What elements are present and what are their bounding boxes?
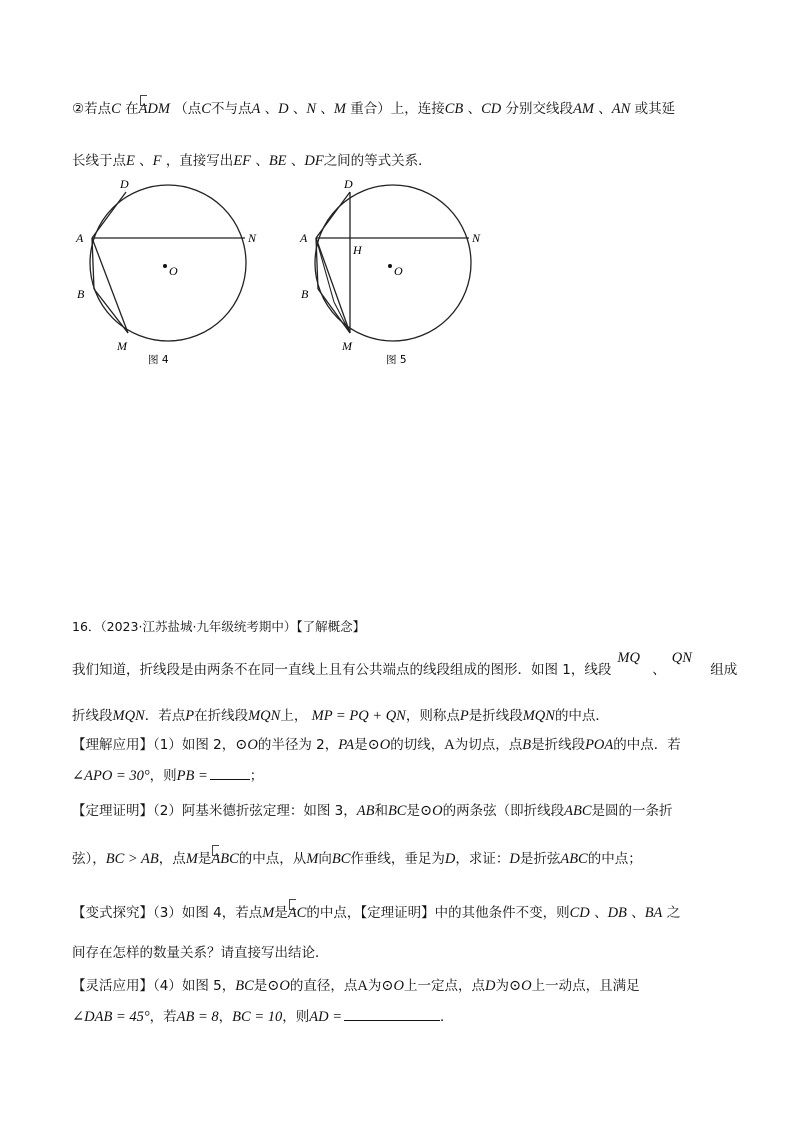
arc-ac: AC	[287, 905, 307, 921]
label-m: M	[117, 339, 127, 353]
q16-para7: 【变式探究】（3）如图 4，若点M是AC的中点，【定理证明】中的其他条件不变，则CD 、DB 、BA 之	[72, 905, 681, 921]
label-b: B	[301, 287, 309, 301]
answer-blank-4[interactable]	[344, 1006, 440, 1021]
arc-adm: ADM	[138, 101, 170, 117]
label-d: D	[344, 177, 353, 191]
q16-para5: 【定理证明】（2）阿基米德折弦定理：如图 3，AB和BC是⊙O的两条弦（即折线段ABC是圆的一条折	[72, 803, 673, 819]
q16-para3: 【理解应用】（1）如图 2，⊙O的半径为 2，PA是⊙O的切线，A为切点，点B是折线段POA的中点．若	[72, 737, 681, 753]
label-o: O	[169, 264, 178, 278]
q16-para6: 弦），BC > AB，点M是ABC的中点，从M向BC作垂线，垂足为D，求证：D是折弦ABC的中点；	[72, 851, 642, 867]
figure-5-caption: 图 5	[386, 354, 407, 366]
answer-blank-1[interactable]	[210, 765, 250, 780]
label-a: A	[300, 231, 308, 245]
q16-para1: 我们知道，折线段是由两条不在同一直线上且有公共端点的线段组成的图形．如图 1，线段MQ 、QN 组成	[72, 650, 738, 678]
label-m: M	[342, 339, 352, 353]
part2-line2: 长线于点E 、F ，直接写出EF 、BE 、DF之间的等式关系．	[72, 153, 432, 169]
q16-header: 16．（2023·江苏盐城·九年级统考期中）【了解概念】	[72, 619, 366, 634]
figure-4-caption: 图 4	[148, 354, 169, 366]
q16-para9: 【灵活应用】（4）如图 5，BC是⊙O的直径，点A为⊙O上一定点，点D为⊙O上一动点，且满足	[72, 978, 640, 994]
label-n: N	[248, 231, 257, 245]
label-n: N	[472, 231, 481, 245]
q16-para2: 折线段MQN．若点P在折线段MQN上， MP = PQ + QN，则称点P是折线段MQN的中点．	[72, 708, 609, 724]
label-b: B	[77, 287, 85, 301]
label-a: A	[76, 231, 84, 245]
q16-para4: ∠APO = 30°，则PB = ；	[72, 765, 263, 786]
q16-para8: 间存在怎样的数量关系？请直接写出结论．	[72, 945, 329, 961]
figure-5	[290, 172, 500, 372]
label-o: O	[394, 264, 403, 278]
label-h: H	[353, 243, 362, 257]
figure-4	[68, 172, 268, 372]
label-d: D	[120, 177, 129, 191]
arc-abc: ABC	[211, 851, 239, 867]
part2-line1: ②若点C 在ADM （点C不与点A 、D 、N 、M 重合）上，连接CB 、CD 分别交线段AM 、AN 或其延	[72, 101, 676, 117]
q16-para10: ∠DAB = 45°，若AB = 8，BC = 10，则AD = ．	[72, 1006, 454, 1027]
